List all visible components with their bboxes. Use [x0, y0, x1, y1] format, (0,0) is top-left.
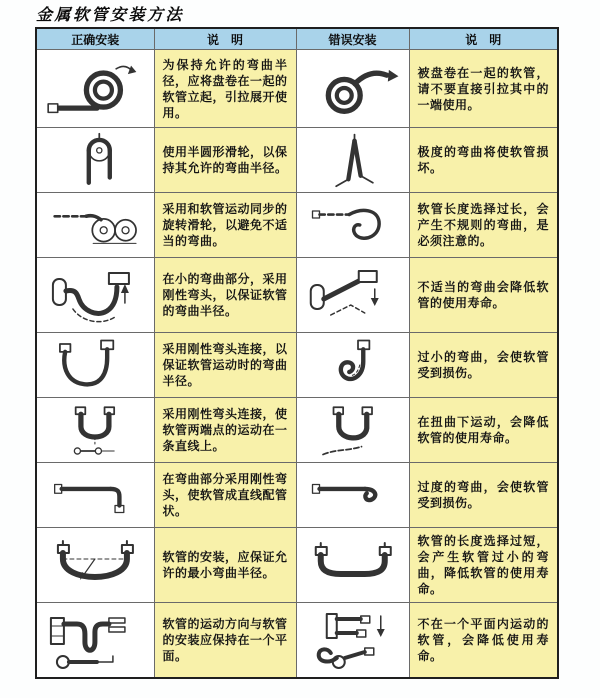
correct-description-text: 采用和软管运动同步的旋转滑轮，以避免不适当的弯曲。 — [162, 202, 288, 248]
correct-description-text: 在小的弯曲部分，采用刚性弯头，以保证软管的弯曲半径。 — [162, 272, 288, 318]
correct-figure-cell — [36, 258, 154, 333]
wrong-figure-cell — [296, 463, 409, 528]
figure-synchronized-rotating-pulleys — [39, 197, 151, 253]
correct-description-text: 软管的运动方向与软管的安装应保持在一个平面。 — [162, 616, 288, 663]
wrong-description-cell — [409, 463, 558, 528]
wrong-description-text: 过小的弯曲，会使软管受到损伤。 — [417, 350, 549, 380]
figure-hose-over-semicircular-pulley — [39, 132, 151, 188]
figure-too-small-bend-loop — [299, 337, 407, 393]
correct-description-cell — [154, 603, 296, 678]
wrong-description-cell — [409, 258, 558, 333]
wrong-description-text: 不适当的弯曲会降低软管的使用寿命。 — [417, 280, 549, 310]
table-row — [36, 258, 558, 333]
figure-overbent-elbow-run — [299, 467, 407, 523]
wrong-description-text: 被盘卷在一起的软管，请不要直接引拉其中的一端使用。 — [417, 65, 549, 112]
figure-too-short-flat-u — [299, 533, 407, 597]
table-row — [36, 463, 558, 528]
table-row — [36, 128, 558, 193]
correct-description-text: 采用刚性弯头连接，以保证软管运动时的弯曲半径。 — [162, 342, 288, 388]
header-row — [36, 28, 558, 50]
correct-figure-cell — [36, 603, 154, 678]
figure-coil-pulled-from-end — [299, 55, 407, 123]
figure-twisted-u-loop — [299, 402, 407, 458]
correct-description-text: 使用半圆形滑轮，以保持其允许的弯曲半径。 — [162, 145, 288, 175]
correct-description-cell — [154, 333, 296, 398]
wrong-figure-cell — [296, 258, 409, 333]
figure-rigid-elbow-at-small-bend — [39, 263, 151, 327]
figure-upright-coil-unrolled — [39, 55, 151, 123]
wrong-figure-cell — [296, 528, 409, 603]
table-row — [36, 528, 558, 603]
wrong-description-text: 不在一个平面内运动的软管，会降低使用寿命。 — [417, 616, 549, 663]
wrong-figure-cell — [296, 128, 409, 193]
correct-description-text: 软管的安装，应保证允许的最小弯曲半径。 — [162, 550, 288, 580]
correct-figure-cell — [36, 528, 154, 603]
table-row — [36, 333, 558, 398]
page-title: 金属软管安装方法 — [36, 5, 185, 24]
table-row — [36, 603, 558, 678]
header-wrong-install: 错误安装 — [296, 28, 409, 50]
wrong-description-cell — [409, 603, 558, 678]
figure-overlong-hose-irregular-loop — [299, 197, 407, 253]
wrong-description-cell — [409, 398, 558, 463]
correct-description-text: 在弯曲部分采用刚性弯头，使软管成直线配管状。 — [162, 472, 288, 518]
figure-improper-sharp-bend — [299, 263, 407, 327]
correct-description-text: 采用刚性弯头连接，使软管两端点的运动在一条直线上。 — [162, 407, 288, 453]
correct-figure-cell — [36, 193, 154, 258]
figure-extreme-sharp-bend — [299, 132, 407, 188]
wrong-description-text: 软管的长度选择过短，会产生软管过小的弯曲，降低软管的使用寿命。 — [417, 534, 549, 596]
correct-description-cell — [154, 398, 296, 463]
wrong-description-text: 在扭曲下运动，会降低软管的使用寿命。 — [417, 415, 549, 445]
figure-out-of-plane-motion — [299, 608, 407, 672]
correct-figure-cell — [36, 50, 154, 128]
wrong-description-text: 软管长度选择过长，会产生不规则的弯曲，是必须注意的。 — [417, 202, 549, 248]
table-row — [36, 50, 558, 128]
wrong-description-cell — [409, 128, 558, 193]
table-row — [36, 398, 558, 463]
figure-minimum-bend-radius-u — [39, 533, 151, 597]
wrong-description-cell — [409, 333, 558, 398]
correct-description-text: 为保持允许的弯曲半径，应将盘卷在一起的软管立起，引拉展开使用。 — [162, 57, 288, 120]
correct-description-cell — [154, 463, 296, 528]
header-correct-install: 正确安装 — [36, 28, 154, 50]
correct-description-cell — [154, 50, 296, 128]
wrong-figure-cell — [296, 398, 409, 463]
figure-rigid-elbow-u-loop — [39, 337, 151, 393]
header-description-left: 说 明 — [154, 28, 296, 50]
correct-description-cell — [154, 258, 296, 333]
wrong-description-cell — [409, 528, 558, 603]
wrong-figure-cell — [296, 333, 409, 398]
figure-aligned-endpoints-u-loop — [39, 402, 151, 458]
wrong-description-text: 过度的弯曲，会使软管受到损伤。 — [417, 480, 549, 510]
installation-table — [35, 27, 559, 679]
correct-figure-cell — [36, 398, 154, 463]
table-row — [36, 193, 558, 258]
wrong-description-cell — [409, 193, 558, 258]
wrong-figure-cell — [296, 50, 409, 128]
correct-description-cell — [154, 528, 296, 603]
correct-description-cell — [154, 128, 296, 193]
figure-single-plane-motion-trap — [39, 608, 151, 672]
figure-straight-run-with-rigid-elbow — [39, 467, 151, 523]
wrong-figure-cell — [296, 193, 409, 258]
correct-figure-cell — [36, 463, 154, 528]
correct-figure-cell — [36, 128, 154, 193]
correct-figure-cell — [36, 333, 154, 398]
wrong-figure-cell — [296, 603, 409, 678]
wrong-description-text: 极度的弯曲将使软管损坏。 — [417, 145, 549, 175]
correct-description-cell — [154, 193, 296, 258]
header-description-right: 说 明 — [409, 28, 558, 50]
wrong-description-cell — [409, 50, 558, 128]
